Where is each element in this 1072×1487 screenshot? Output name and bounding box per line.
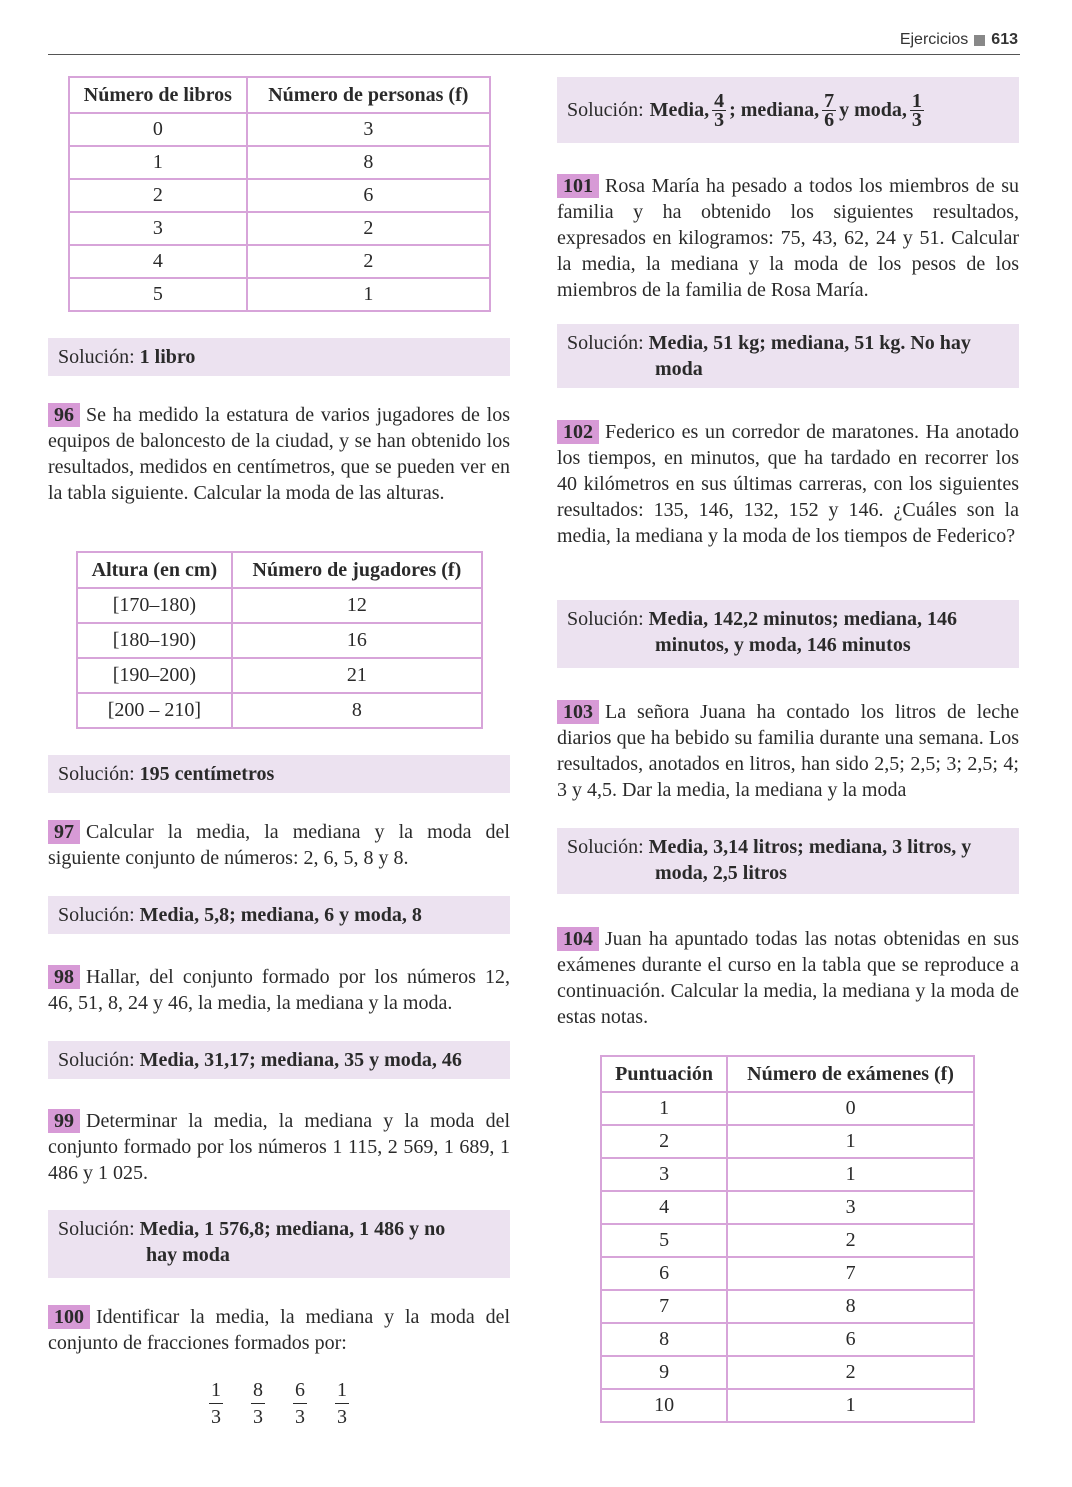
problem-number: 98 [48,965,80,989]
column-header: Número de exámenes (f) [727,1056,974,1092]
problem-104 [557,926,1019,1030]
solution-text-line1: Media, 51 kg; mediana, 51 kg. No hay [648,332,971,354]
problem-text: Federico es un corredor de maratones. Ha anotado los tiempos, en minutos, que ha tardado en recorrer los 40 kilómetros en sus últimas carreras, con los siguientes resultados: 135, 146, 132, 152 y 146. ¿Cuáles son la media, la mediana y la moda de los tiempos de Federico? [557,421,1019,547]
table-row [69,278,490,311]
fraction-set [206,1377,352,1430]
table-row [601,1356,974,1389]
problem-103 [557,699,1019,803]
column-header: Número de personas (f) [247,77,490,113]
table-cell: 8 [601,1323,727,1356]
problem-text: Juan ha apuntado todas las notas obtenidas en sus exámenes durante el curso en la tabla que se reproduce a continuación. Calcular la media, la mediana y la moda de estas notas. [557,928,1019,1028]
table-row [601,1389,974,1422]
column-header: Puntuación [601,1056,727,1092]
numerator: 7 [824,89,835,112]
denominator: 6 [824,108,835,131]
table-cell: 8 [232,693,482,728]
solution-text: 1 libro [139,346,196,368]
table-row [69,146,490,179]
table-row [69,245,490,278]
table-cell: 16 [232,623,482,658]
table-row [601,1290,974,1323]
solution-label: Solución: [567,608,644,630]
solution-text: Media, 5,8; mediana, 6 y moda, 8 [139,904,422,926]
table-row [69,179,490,212]
table-cell: 1 [601,1092,727,1125]
table-cell: [200 – 210] [77,693,232,728]
fraction [293,1377,307,1430]
solution-label: Solución: [567,836,644,858]
table-cell: 5 [69,278,247,311]
table-cell: 6 [727,1323,974,1356]
table-cell: 2 [247,245,490,278]
table-row [601,1158,974,1191]
table-cell: 4 [601,1191,727,1224]
table-cell: 1 [727,1125,974,1158]
table-cell: 12 [232,588,482,623]
numerator: 4 [714,89,725,112]
table-cell: 10 [601,1389,727,1422]
fraction [251,1377,265,1430]
solution-97 [48,896,510,934]
solution-label: Solución: [58,346,135,368]
problem-text: Calcular la media, la mediana y la moda del siguiente conjunto de números: 2, 6, 5, 8 y 8. [48,821,510,869]
table-cell: 8 [727,1290,974,1323]
solution-label: Solución: [567,332,644,354]
table-row [601,1092,974,1125]
table-row [601,1224,974,1257]
table-header-row [77,552,482,588]
table-row [601,1323,974,1356]
numerator: 1 [209,1377,223,1404]
page-number: 613 [991,31,1018,48]
table-cell: 1 [727,1158,974,1191]
table-alturas [76,551,483,729]
table-cell: 6 [601,1257,727,1290]
table-cell: [190–200) [77,658,232,693]
moda-fraction [910,89,924,131]
table-row [77,623,482,658]
table-cell: 7 [601,1290,727,1323]
table-cell: 8 [247,146,490,179]
problem-number: 104 [557,927,599,951]
fraction [335,1377,349,1430]
table-cell: 0 [69,113,247,146]
denominator: 3 [337,1406,347,1428]
solution-99 [48,1210,510,1278]
problem-number: 101 [557,174,599,198]
solution-95 [48,338,510,376]
problem-96 [48,402,510,506]
section-title: Ejercicios [899,31,969,48]
table-puntuaciones [600,1055,975,1423]
problem-99 [48,1108,510,1186]
table-row [69,113,490,146]
solution-text-line1: Media, 3,14 litros; mediana, 3 litros, y [648,836,972,858]
problem-number: 102 [557,420,599,444]
problem-number: 99 [48,1109,80,1133]
table-cell: 1 [247,278,490,311]
problem-number: 103 [557,700,599,724]
table-row [77,693,482,728]
numerator: 8 [251,1377,265,1404]
mediana-label: ; mediana, [729,99,820,121]
table-row [77,588,482,623]
table-cell: 2 [69,179,247,212]
table-cell: 21 [232,658,482,693]
solution-label: Solución: [567,99,644,121]
table-cell: 4 [69,245,247,278]
table-row [601,1125,974,1158]
solution-label: Solución: [58,1218,135,1240]
table-cell: 1 [727,1389,974,1422]
problem-text: Rosa María ha pesado a todos los miembros de su familia y ha obtenido los siguientes resultados, expresados en kilogramos: 75, 43, 62, 24 y 51. Calcular la media, la mediana y la moda de los pesos de los miembros de la familia de Rosa María. [557,175,1019,301]
fraction [209,1377,223,1430]
table-cell: 2 [727,1356,974,1389]
table-row [601,1257,974,1290]
column-header: Número de jugadores (f) [232,552,482,588]
table-row [69,212,490,245]
solution-text-line2: minutos, y moda, 146 minutos [655,634,911,656]
table-row [77,658,482,693]
table-cell: 5 [601,1224,727,1257]
solution-103 [557,828,1019,894]
page-header [48,28,1020,55]
denominator: 3 [714,108,725,131]
column-header: Altura (en cm) [77,552,232,588]
problem-text: Identificar la media, la mediana y la moda del conjunto de fracciones formados por: [48,1306,510,1354]
square-icon [974,35,985,46]
solution-101 [557,324,1019,388]
solution-text-line2: moda [655,358,703,380]
denominator: 3 [295,1406,305,1428]
problem-101 [557,173,1019,303]
solution-text-line1: Media, 142,2 minutos; mediana, 146 [648,608,958,630]
table-cell: 9 [601,1356,727,1389]
numerator: 6 [293,1377,307,1404]
table-header-row [601,1056,974,1092]
solution-text-line2: moda, 2,5 litros [655,862,787,884]
column-header: Número de libros [69,77,247,113]
table-cell: 3 [601,1158,727,1191]
solution-102 [557,600,1019,668]
moda-label: y moda, [839,99,907,121]
problem-text: Se ha medido la estatura de varios jugadores de los equipos de baloncesto de la ciudad, y se han obtenido los resultados, medidos en centímetros, que se pueden ver en la tabla siguiente. Calcular la moda de las alturas. [48,404,510,504]
media-fraction [712,89,726,131]
mediana-fraction [822,89,836,131]
problem-text: Hallar, del conjunto formado por los números 12, 46, 51, 8, 24 y 46, la media, la mediana y la moda. [48,966,510,1014]
table-cell: 2 [727,1224,974,1257]
problem-number: 97 [48,820,80,844]
problem-number: 96 [48,403,80,427]
table-cell: 1 [69,146,247,179]
table-cell: 2 [601,1125,727,1158]
table-cell: [180–190) [77,623,232,658]
table-cell: [170–180) [77,588,232,623]
table-cell: 7 [727,1257,974,1290]
problem-number: 100 [48,1305,90,1329]
problem-97 [48,819,510,871]
solution-label: Solución: [58,1049,135,1071]
table-cell: 2 [247,212,490,245]
table-libros [68,76,491,312]
solution-label: Solución: [58,904,135,926]
solution-98 [48,1041,510,1079]
table-header-row [69,77,490,113]
solution-100 [557,77,1019,143]
table-cell: 3 [247,113,490,146]
denominator: 3 [211,1406,221,1428]
solution-text-line2: hay moda [146,1244,230,1266]
numerator: 1 [911,89,922,112]
problem-98 [48,964,510,1016]
solution-label: Solución: [58,763,135,785]
table-cell: 0 [727,1092,974,1125]
denominator: 3 [911,108,922,131]
problem-100 [48,1304,510,1356]
table-cell: 3 [727,1191,974,1224]
header-right [900,31,1018,49]
media-label: Media, [649,99,710,121]
solution-96 [48,755,510,793]
table-cell: 6 [247,179,490,212]
table-cell: 3 [69,212,247,245]
problem-text: Determinar la media, la mediana y la moda del conjunto formado por los números 1 115, 2 569, 1 689, 1 486 y 1 025. [48,1110,510,1184]
problem-102 [557,419,1019,549]
problem-text: La señora Juana ha contado los litros de leche diarios que ha bebido su familia durante una semana. Los resultados, anotados en litros, han sido 2,5; 2,5; 3; 2,5; 4; 3 y 4,5. Dar la media, la mediana y la moda [557,701,1019,801]
solution-text: 195 centímetros [139,763,275,785]
numerator: 1 [335,1377,349,1404]
denominator: 3 [253,1406,263,1428]
table-row [601,1191,974,1224]
solution-text: Media, 31,17; mediana, 35 y moda, 46 [139,1049,462,1071]
solution-text-line1: Media, 1 576,8; mediana, 1 486 y no [139,1218,446,1240]
